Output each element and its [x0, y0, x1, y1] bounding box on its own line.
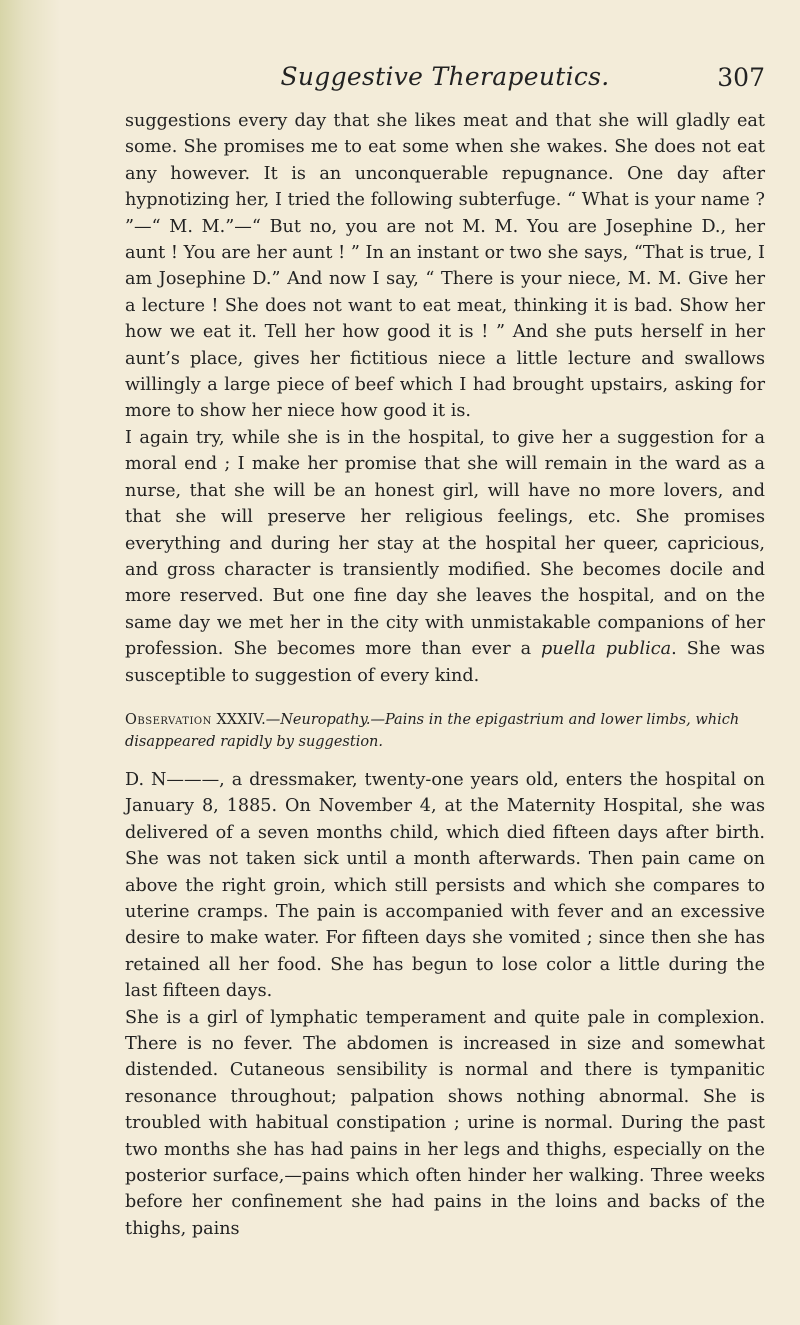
observation-title: —Neuropathy.—Pains in the epigastrium and lower limbs, which disappeared rapidly by suggestion.	[125, 711, 740, 750]
paragraph: D. N———, a dressmaker, twenty-one years old, enters the hospital on January 8, 1885. On November 4, at the Maternity Hospital, she was delivered of a seven months child, which died fifteen days after birth. She was not taken sick until a month afterwards. Then pain came on above the right groin, which still persists and which she compares to uterine cramps. The pain is accompanied with fever and an excessive desire to make water. For fifteen days she vomited ; since then she has retained all her food. She has begun to lose color a little during the last fifteen days.	[125, 769, 765, 1002]
observation-label: Observation	[125, 711, 212, 728]
body-text	[125, 108, 765, 1242]
running-head	[125, 62, 765, 108]
observation-number: XXXIV.	[216, 711, 266, 728]
page-number: 307	[717, 63, 765, 92]
observation-heading	[125, 709, 765, 753]
paragraph: She is a girl of lymphatic temperament and quite pale in complexion. There is no fever. The abdomen is increased in size and somewhat distended. Cutaneous sensibility is normal and there is tympanitic resonance throughout; palpation shows nothing abnormal. She is troubled with habitual constipation ; urine is normal. During the past two months she has had pains in her legs and thighs, especially on the posterior surface,—pains which often hinder her walking. Three weeks before her confinement she had pains in the loins and backs of the thighs, pains	[125, 1007, 765, 1239]
paragraph: I again try, while she is in the hospital, to give her a suggestion for a moral end ; I make her promise that she will remain in the ward as a nurse, that she will be an honest girl, will have no more lovers, and that she will preserve her religious feelings, etc. She promises everything and during her stay at the hospital her queer, capricious, and gross character is transiently modified. She becomes docile and more reserved. But one fine day she leaves the hospital, and on the same day we met her in the city with unmistakable companions of her profession. She becomes more than ever a puella publica. She was susceptible to suggestion of every kind.	[125, 427, 766, 686]
latin-phrase: puella publica	[541, 639, 672, 660]
page-edge-shadow	[0, 0, 60, 1325]
running-title: Suggestive Therapeutics.	[280, 62, 610, 91]
page-content	[125, 62, 765, 1242]
paragraph: suggestions every day that she likes meat and that she will gladly eat some. She promises me to eat some when she wakes. She does not eat any however. It is an unconquerable repugnance. One day after hypnotizing her, I tried the following subterfuge. “ What is your name ? ”—“ M. M.”—“ But no, you are not M. M. You are Josephine D., her aunt ! You are her aunt ! ” In an instant or two she says, “That is true, I am Josephine D.” And now I say, “ There is your niece, M. M. Give her a lecture ! She does not want to eat meat, thinking it is bad. Show her how we eat it. Tell her how good it is ! ” And she puts herself in her aunt’s place, gives her fictitious niece a little lecture and swallows willingly a large piece of beef which I had brought upstairs, asking for more to show her niece how good it is.	[125, 111, 765, 422]
